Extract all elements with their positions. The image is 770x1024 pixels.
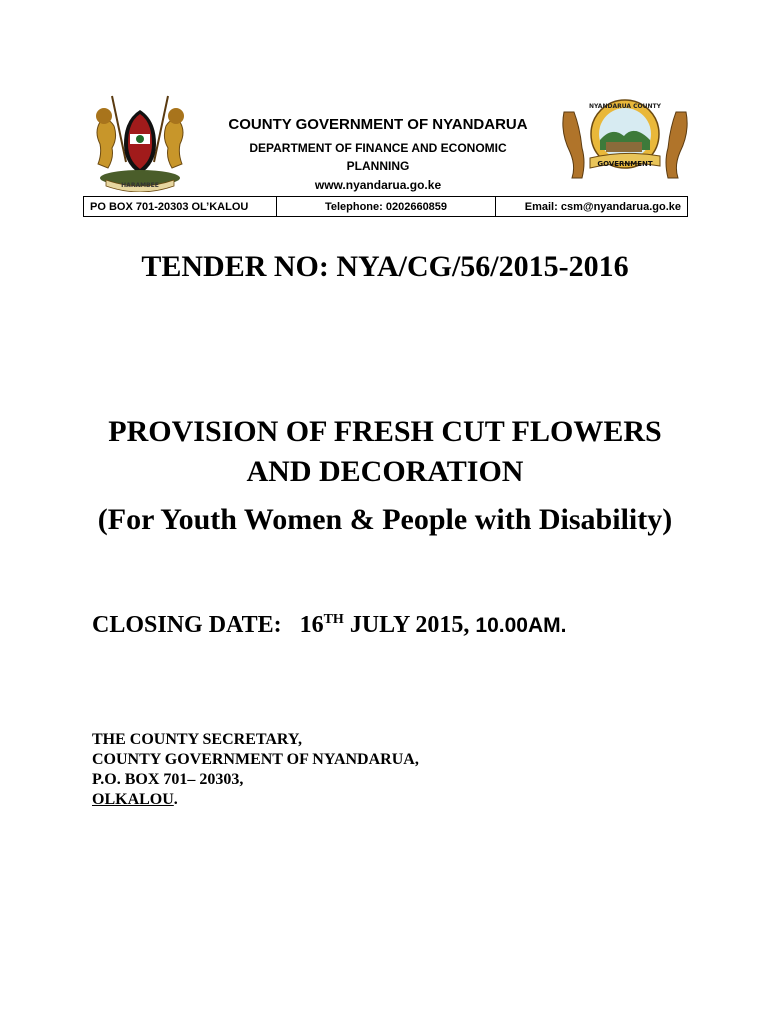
website-link[interactable]: www.nyandarua.go.ke <box>314 178 442 192</box>
address-line-2: COUNTY GOVERNMENT OF NYANDARUA, <box>92 751 419 768</box>
po-box: PO BOX 701-20303 OL’KALOU <box>84 197 277 216</box>
closing-time: 10.00AM. <box>475 614 567 637</box>
seal-arc-text: NYANDARUA COUNTY <box>589 103 661 110</box>
email[interactable]: Email: csm@nyandarua.go.ke <box>495 197 687 216</box>
seal-banner-text: GOVERNMENT <box>597 160 653 168</box>
nyandarua-county-seal-icon <box>560 92 690 182</box>
county-title: COUNTY GOVERNMENT OF NYANDARUA <box>228 116 528 133</box>
motto-text: HARAMBEE <box>121 182 159 189</box>
tender-number: TENDER NO: NYA/CG/56/2015-2016 <box>141 250 629 283</box>
eligibility-note: (For Youth Women & People with Disability) <box>97 503 673 536</box>
address-town: OLKALOU <box>92 791 174 808</box>
closing-date-rest: JULY 2015, <box>349 612 470 638</box>
department-name <box>210 139 546 175</box>
address-block <box>92 730 419 810</box>
address-line-3: P.O. BOX 701– 20303, <box>92 771 244 788</box>
address-line-1: THE COUNTY SECRETARY, <box>92 731 302 748</box>
subject-line-1: PROVISION OF FRESH CUT FLOWERS <box>108 415 662 448</box>
kenya-coat-of-arms-icon <box>92 92 188 192</box>
telephone: Telephone: 0202660859 <box>324 200 448 213</box>
contact-bar <box>83 196 688 217</box>
address-line-4 <box>92 790 419 810</box>
department-line-2: PLANNING <box>346 159 410 173</box>
department-line-1: DEPARTMENT OF FINANCE AND ECONOMIC <box>249 141 507 155</box>
address-town-suffix: . <box>173 791 178 808</box>
closing-label: CLOSING DATE: <box>92 612 282 638</box>
closing-day: 16 <box>299 612 324 638</box>
closing-date <box>92 612 566 639</box>
closing-day-suffix: TH <box>323 612 344 627</box>
subject-line-2: AND DECORATION <box>246 455 524 488</box>
